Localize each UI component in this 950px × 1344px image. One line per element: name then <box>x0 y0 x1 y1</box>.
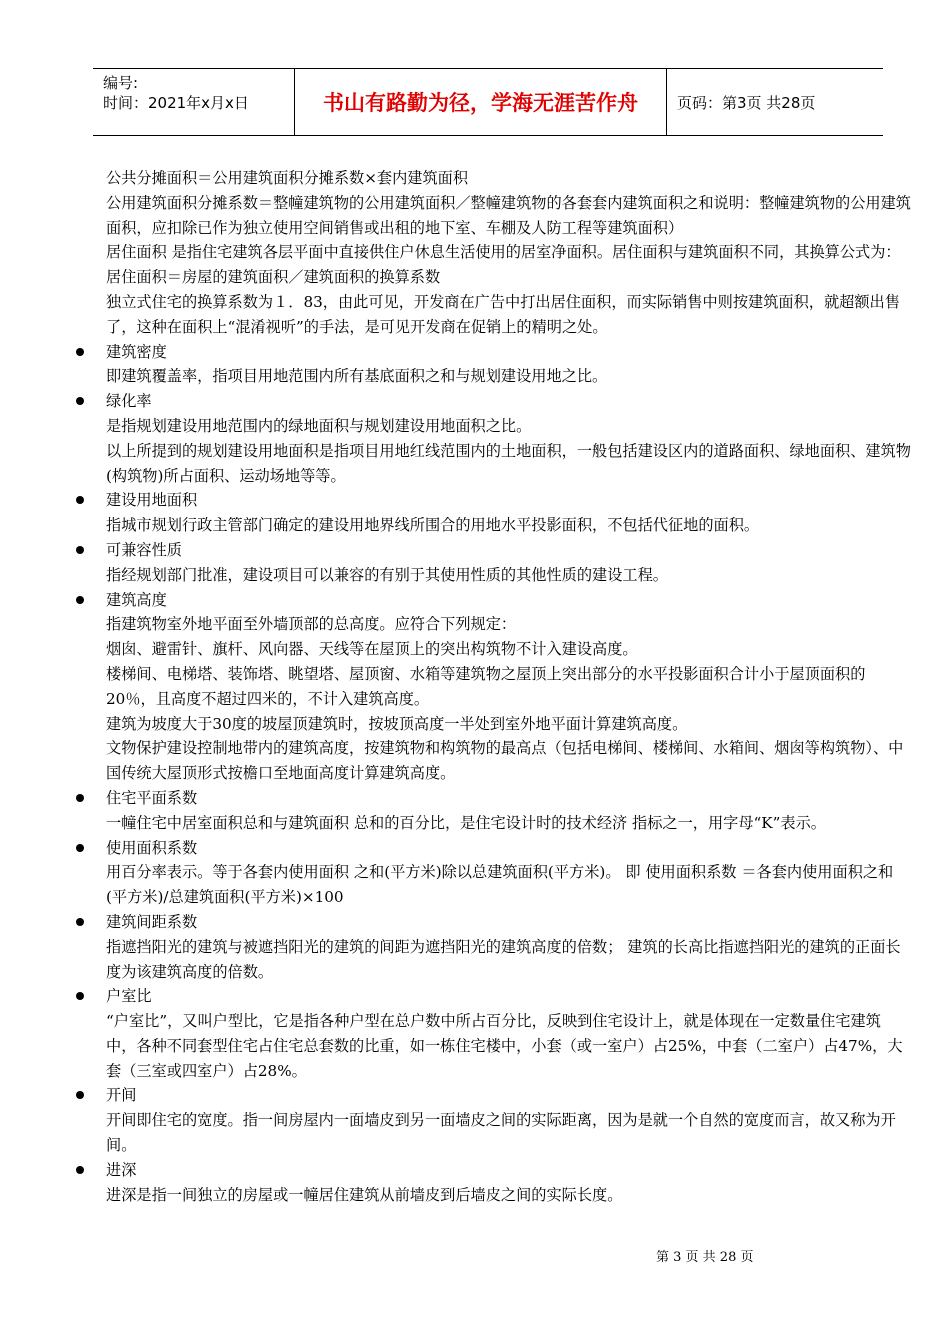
body-paragraph: 文物保护建设控制地带内的建筑高度，按建筑物和构筑物的最高点（包括电梯间、楼梯间、水箱间、烟囱等构筑物）、中国传统大屋顶形式按檐口至地面高度计算建筑高度。 <box>106 739 904 783</box>
bullet-heading: 建筑间距系数 <box>106 910 911 935</box>
body-paragraph: 指遮挡阳光的建筑与被遮挡阳光的建筑的间距为遮挡阳光的建筑高度的倍数； 建筑的长高比指遮挡阳光的建筑的正面长度为该建筑高度的倍数。 <box>106 937 901 981</box>
body-paragraph: 指城市规划行政主管部门确定的建设用地界线所围合的用地水平投影面积，不包括代征地的面积。 <box>106 516 760 535</box>
body-paragraph: 公共分摊面积＝公用建筑面积分摊系数×套内建筑面积 <box>106 169 469 187</box>
body-paragraph: “户室比”，又叫户型比，它是指各种户型在总户数中所占百分比，反映到住宅设计上，就是体现在一定数量住宅建筑中，各种不同套型住宅占住宅总套数的比重，如一栋住宅楼中，小套（或一室户）占25%，中套（二室户）占47%，大套（三室或四室户）占28%。 <box>106 1012 903 1080</box>
body-paragraph: 居住面积 是指住宅建筑各层平面中直接供住户休息生活使用的居室净面积。居住面积与建筑面积不同，其换算公式为： <box>106 243 901 262</box>
body-paragraph: 烟囱、避雷针、旗杆、风向器、天线等在屋顶上的突出构筑物不计入建设高度。 <box>106 640 638 659</box>
body-paragraph: 居住面积＝房屋的建筑面积／建筑面积的换算系数 <box>106 268 441 287</box>
bullet-heading: 开间 <box>106 1083 911 1108</box>
bullet-heading: 建筑高度 <box>106 588 911 613</box>
body-paragraph: 一幢住宅中居室面积总和与建筑面积 总和的百分比，是住宅设计时的技术经济 指标之一，用字母“K”表示。 <box>106 813 826 832</box>
bullet-heading: 户室比 <box>106 984 911 1009</box>
bullet-heading: 建筑密度 <box>106 340 911 365</box>
body-paragraph: 是指规划建设用地范围内的绿地面积与规划建设用地面积之比。 <box>106 416 532 435</box>
body-paragraph: 即建筑覆盖率，指项目用地范围内所有基底面积之和与规划建设用地之比。 <box>106 367 608 386</box>
bullet-heading: 进深 <box>106 1158 911 1183</box>
header-info <box>93 69 295 135</box>
body-paragraph: 进深是指一间独立的房屋或一幢居住建筑从前墙皮到后墙皮之间的实际长度。 <box>106 1185 623 1204</box>
body-paragraph: 建筑为坡度大于30度的坡屋顶建筑时，按坡顶高度一半处到室外地平面计算建筑高度。 <box>106 714 688 733</box>
body-paragraph: 公用建筑面积分摊系数＝整幢建筑物的公用建筑面积／整幢建筑物的各套套内建筑面积之和说明：整幢建筑物的公用建筑面积，应扣除已作为独立使用空间销售或出租的地下室、车棚及人防工程等建筑面积） <box>106 193 911 237</box>
body-paragraph: 楼梯间、电梯塔、装饰塔、眺望塔、屋顶窗、水箱等建筑物之屋顶上突出部分的水平投影面积合计小于屋顶面积的20％，且高度不超过四米的，不计入建筑高度。 <box>106 664 866 708</box>
bullet-heading: 可兼容性质 <box>106 538 911 563</box>
bullet-heading: 使用面积系数 <box>106 836 911 861</box>
header-page-code: 页码：第3页 共28页 <box>677 93 816 112</box>
body-paragraph: 指经规划部门批准，建设项目可以兼容的有别于其使用性质的其他性质的建设工程。 <box>106 565 668 584</box>
bullet-heading: 建设用地面积 <box>106 488 911 513</box>
number-label: 编号: <box>103 74 139 92</box>
body-paragraph: 以上所提到的规划建设用地面积是指项目用地红线范围内的土地面积，一般包括建设区内的道路面积、绿地面积、建筑物(构筑物)所占面积、运动场地等等。 <box>106 441 911 485</box>
body-paragraph: 开间即住宅的宽度。指一间房屋内一面墙皮到另一面墙皮之间的实际距离，因为是就一个自然的宽度而言，故又称为开间。 <box>106 1111 896 1155</box>
page-header <box>93 68 883 136</box>
document-body <box>106 166 911 1207</box>
time-label: 时间：2021年x月x日 <box>103 94 249 112</box>
body-paragraph: 独立式住宅的换算系数为１．83，由此可见，开发商在广告中打出居住面积，而实际销售中则按建筑面积，就超额出售了，这种在面积上“混淆视听”的手法，是可见开发商在促销上的精明之处。 <box>106 292 900 336</box>
header-motto: 书山有路勤为径，学海无涯苦作舟 <box>295 69 667 135</box>
body-paragraph: 指建筑物室外地平面至外墙顶部的总高度。应符合下列规定： <box>106 615 517 634</box>
body-paragraph: 用百分率表示。等于各套内使用面积 之和(平方米)除以总建筑面积(平方米)。 即 使用面积系数 ＝各套内使用面积之和(平方米)/总建筑面积(平方米)×100 <box>106 863 894 907</box>
page-footer: 第 3 页 共 28 页 <box>656 1250 754 1265</box>
bullet-heading: 住宅平面系数 <box>106 786 911 811</box>
bullet-heading: 绿化率 <box>106 389 911 414</box>
